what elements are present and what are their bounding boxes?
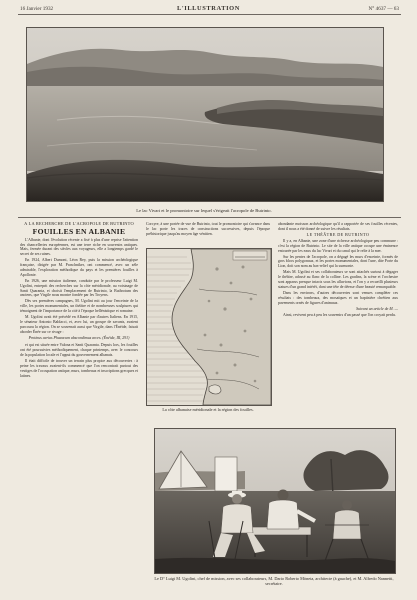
- col3-paragraph: Ainsi, revivent peu à peu les souvenirs d'un passé que l'on croyait perdu.: [283, 312, 396, 317]
- article-column-3: [278, 222, 398, 420]
- article-column-1: [20, 222, 138, 578]
- col1-paragraph: Dès ses premières campagnes, M. Ugolini mit au jour l'enceinte de la ville, les portes monumentales, un théâtre et de nombreuses sculptures qui témoignent de l'importance de la cité à l'époque hellénistique et romaine.: [20, 299, 138, 314]
- map-caption: La côte albanaise méridionale et la région des fouilles.: [162, 407, 254, 412]
- col3-subhead: LE THÉÂTRE DE BUTRINTO: [306, 231, 370, 237]
- col3-paragraph: abondante moisson archéologique qu'il a rapportée de ses fouilles récentes, dont il nous a été donné de suivre les résultats.: [278, 222, 398, 231]
- col3-paragraph: Mais M. Ugolini et ses collaborateurs se sont attachés surtout à dégager le théâtre, adossé au flanc de la colline. Les gradins, la scène et l'orchestre sont apparus presque intacts sous les alluvions, et l'on y a recueilli plusieurs statues d'un grand intérêt, dont une tête de déesse d'une beauté remarquable.: [278, 270, 398, 289]
- header-date: 16 Janvier 1932: [20, 6, 54, 12]
- col3-signature: Suivant un article de M. —: [356, 306, 398, 311]
- camp-photo: [154, 428, 396, 574]
- article-kicker: A LA RECHERCHE DE L'ACROPOLE DE BUTRINTO: [24, 222, 134, 226]
- col1-paragraph: et qui est située entre Valona et Santi Quaranta. Depuis lors, les fouilles ont été poursuivies méthodiquement, chaque printemps, avec le concours de la population locale et l'appui du gouvernement albanais.: [20, 343, 138, 357]
- lake-photo-caption: Le lac Vivari et le promontoire sur lequel s'érigeait l'acropole de Butrinto.: [136, 208, 272, 213]
- lake-photo: [26, 27, 384, 202]
- col1-paragraph: Il était difficile de trouver un terrain plus propice aux découvertes : à peine les travaux avaient-ils commencé que l'on rencontrait partout des vestiges de l'occupation antique, murs, tombeaux et inscriptions grecques et latines.: [20, 359, 138, 378]
- col1-paragraph: En 1924, Albert Dumont, Léon Rey, puis la mission archéologique française, dirigée par M. Praschniker, ont commencé, avec un zèle admirable, l'exploration méthodique du pays et les premières fouilles à Apollonie.: [20, 258, 138, 277]
- header-rule: [18, 14, 401, 15]
- col3-paragraph: Sur les pentes de l'acropole, on a dégagé les murs d'enceinte, formés de gros blocs polygonaux, et les portes monumentales, dont l'une, dite Porte du Lion, doit son nom au bas-relief qui la surmonte.: [278, 254, 398, 269]
- header-issue: N° 4637 — 63: [368, 6, 399, 12]
- camp-photo-caption: Le D° Luigi M. Ugolini, chef de mission, avec ses collaborateurs, M. Dario Roberto Mòneta, architecte (à gauche), et M. Alfredo Nannetti, secrétaire.: [154, 576, 394, 587]
- article-headline: FOUILLES EN ALBANIE: [32, 226, 126, 236]
- col1-paragraph: L'Albanie, dont l'évolution récente a fixé à plus d'une reprise l'attention des chancelleries européennes, est une terre riche en souvenirs antiques. Mais, fermée durant des siècles aux voyageurs, elle a longtemps gardé le secret de ses ruines.: [20, 237, 138, 257]
- virgil-verse: Protinus aerias Phaeacum abscondimus arces. (Énéide, III, 291): [28, 336, 130, 341]
- col2-paragraph: Corcyre, à une portée de vue de Butrinto, tout le promontoire qui s'avance dans le lac porte les traces de constructions successives, depuis l'époque préhistorique jusqu'au moyen âge vénitien.: [146, 222, 270, 236]
- header-title: L'ILLUSTRATION: [177, 5, 240, 12]
- article-column-2: [146, 222, 270, 246]
- col3-paragraph: Il y a, en Albanie, une zone d'une richesse archéologique peu commune : c'est la région de Butrinto. Le site de la ville antique occupe une éminence entourée par les eaux du lac Vivari et du canal qui le relie à la mer.: [278, 238, 398, 253]
- caption-rule: [18, 217, 401, 218]
- col1-paragraph: En 1926, une mission italienne, conduite par le professeur Luigi M. Ugolini, entreprit des recherches sur la côte méridionale, au voisinage de Santi Quaranta, et choisit l'emplacement de Butrinto, la Buthrotum des anciens, que Virgile nous montre fondée par les Troyens.: [20, 278, 138, 298]
- map-albania: [146, 248, 272, 406]
- col1-paragraph: M. Ugolini avait été précédé en Albanie par d'autres Italiens. En 1915, le sénateur Antonio Baldacci, et, avec lui, un groupe de savants, avaient parcouru la région. On se souvenait aussi que Virgile, dans l'Énéide, faisait aborder Énée sur ce rivage :: [20, 315, 138, 334]
- col3-paragraph: Dans les environs, d'autres découvertes sont venues compléter ces résultats : des tombeaux, des mosaïques et un baptistère chrétien aux pavements ornés de figures d'animaux.: [278, 290, 398, 305]
